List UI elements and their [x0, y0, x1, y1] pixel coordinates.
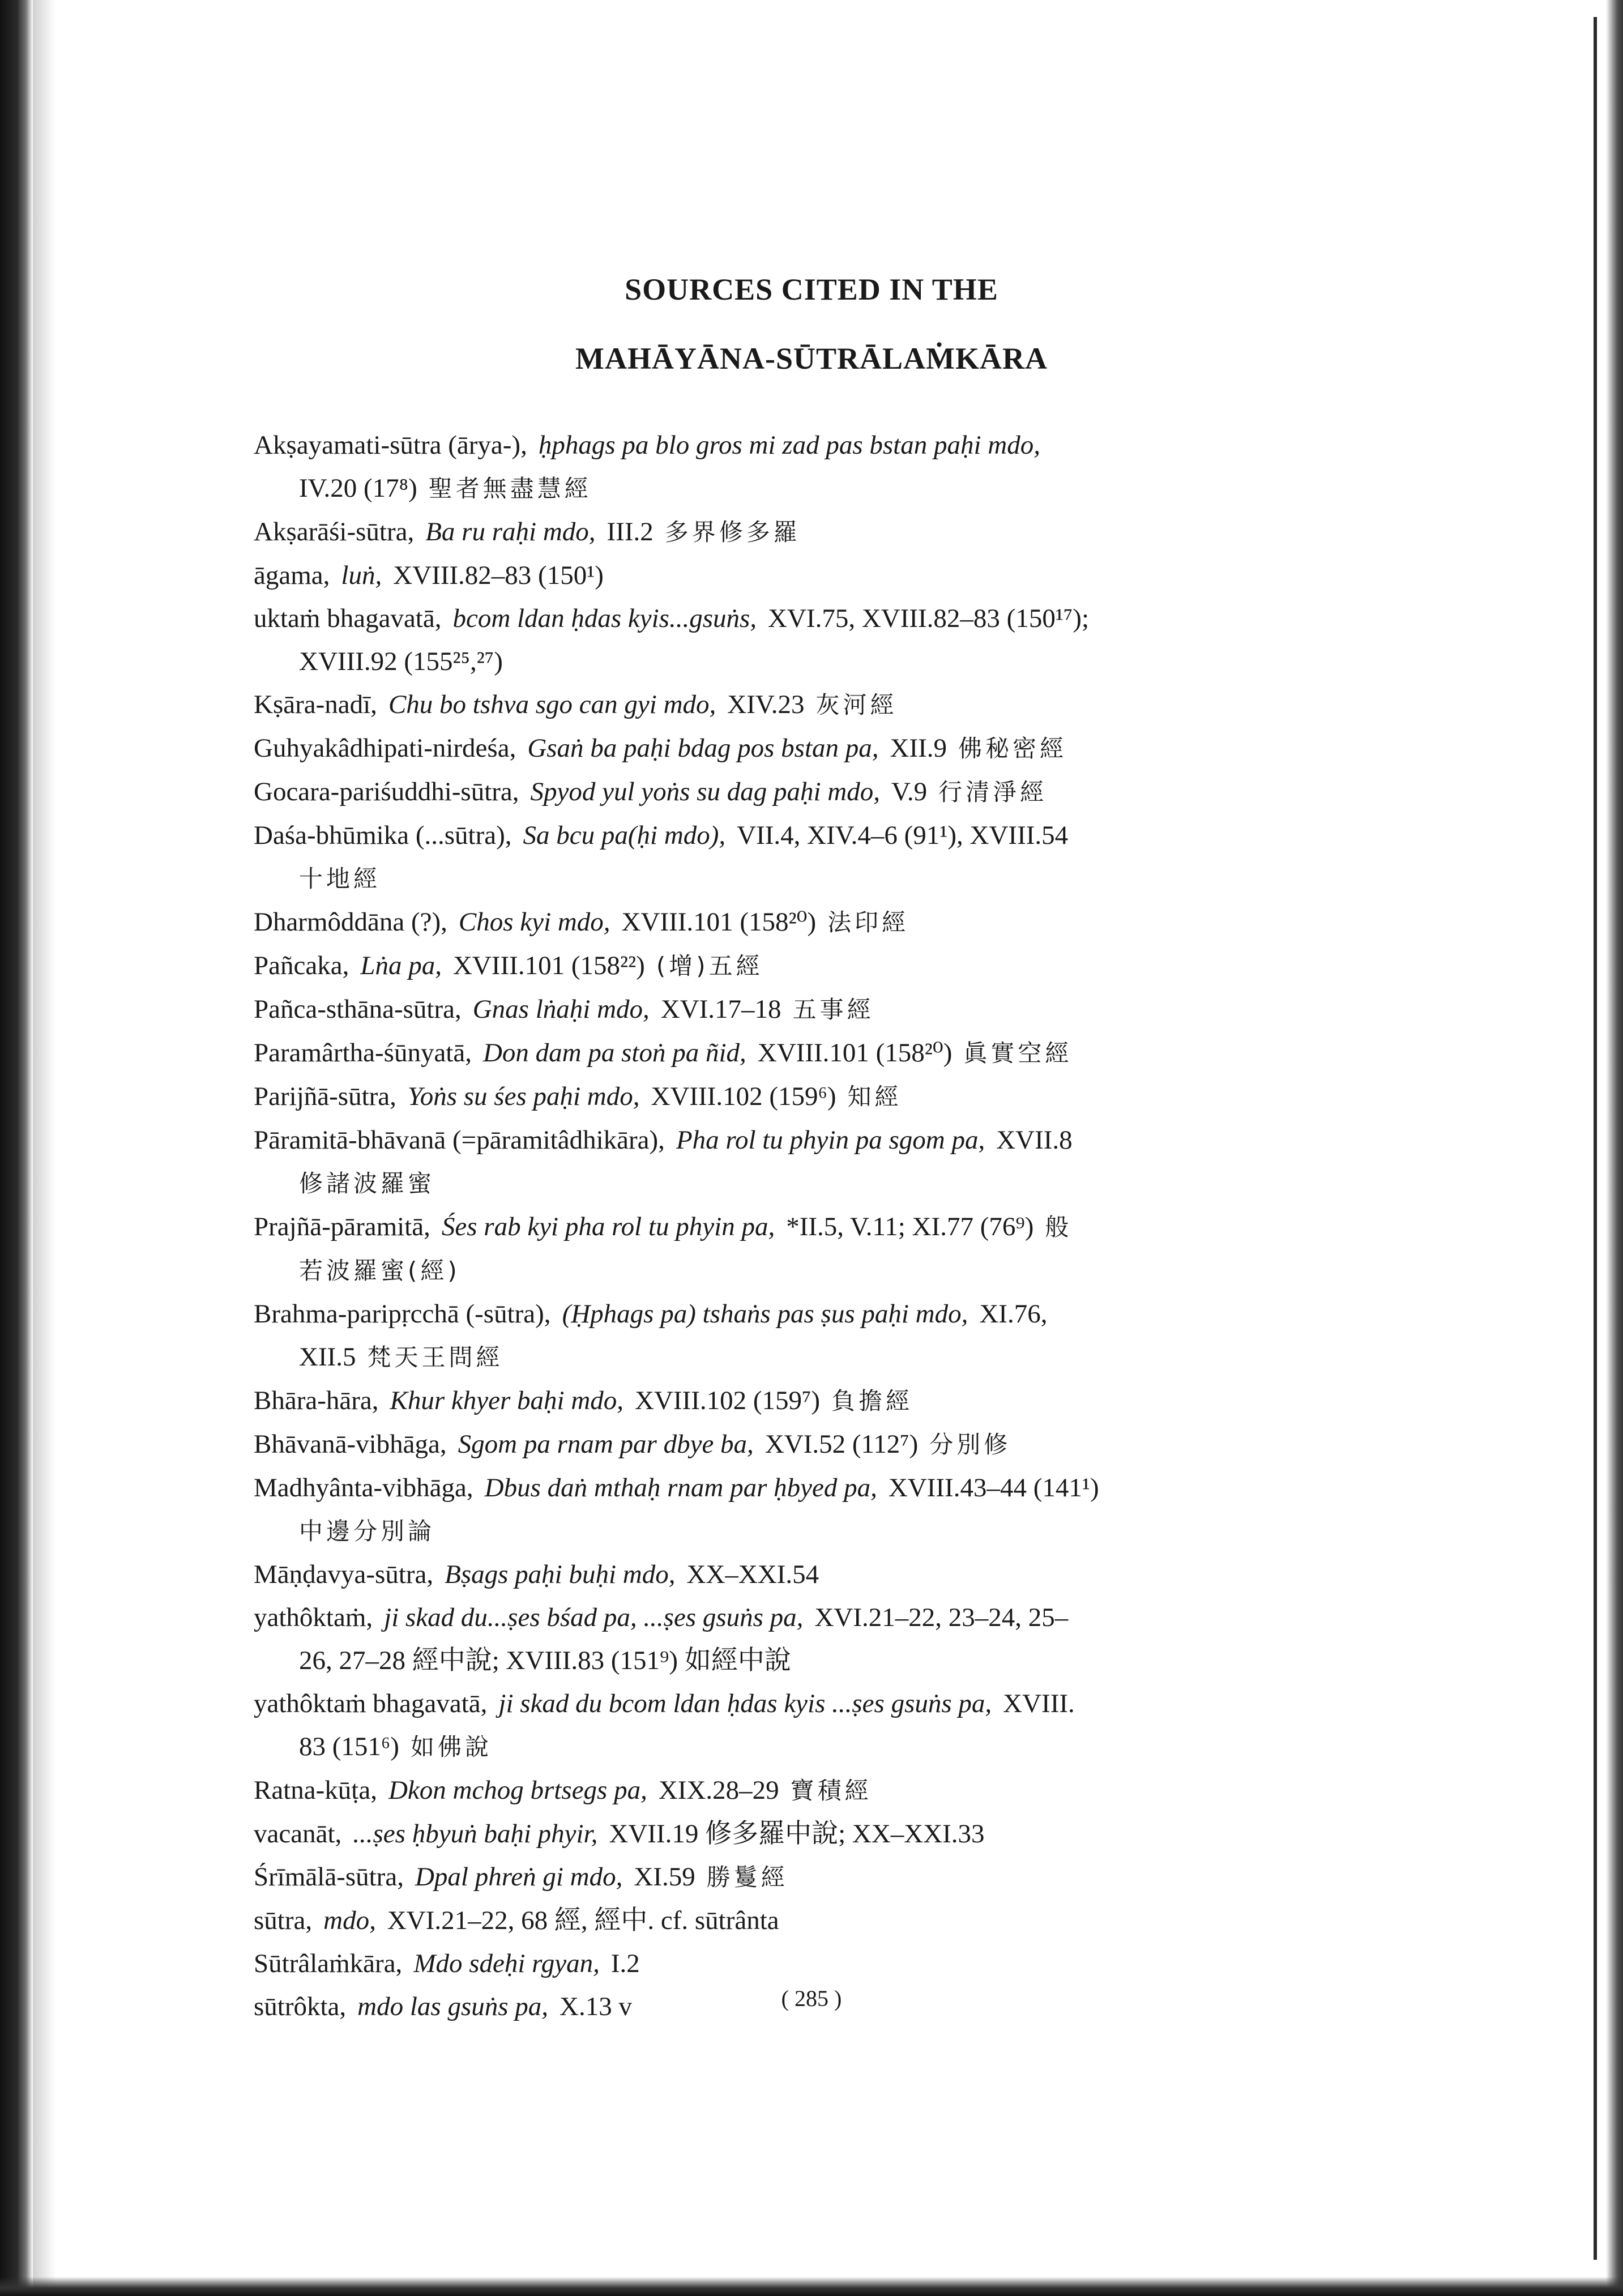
reference: XVIII.101 (158²²) [452, 951, 645, 980]
tibetan-title: ji skad du...ṣes bśad pa, ...ṣes gsuṅs pa, [384, 1603, 804, 1632]
source-entry [254, 424, 1386, 467]
source-term: Dharmôddāna (?), [254, 907, 447, 937]
tibetan-title: Dpal phreṅ gi mdo, [415, 1862, 623, 1892]
tibetan-title: Sgom pa rnam par dbye ba, [458, 1429, 754, 1459]
chinese-title: 眞實空經 [963, 1039, 1073, 1067]
source-entry [254, 554, 1386, 597]
tibetan-title: Gsaṅ ba paḥi bdag pos bstan pa, [527, 733, 879, 763]
source-term: Akṣayamati-sūtra (ārya-), [254, 430, 527, 460]
source-entry [254, 1466, 1386, 1509]
chinese-title: 十地經 [299, 865, 381, 893]
reference: XVI.21–22, 23–24, 25– [814, 1603, 1069, 1632]
reference: XVIII. [1003, 1689, 1075, 1718]
source-term: Parijñā-sūtra, [254, 1082, 396, 1111]
reference: *II.5, V.11; XI.77 (76⁹) [786, 1212, 1034, 1241]
tibetan-title: Gnas lṅaḥi mdo, [472, 995, 650, 1024]
reference: 83 (151⁶) [299, 1732, 399, 1761]
reference: XVIII.101 (158²⁰) [621, 907, 817, 937]
tibetan-title: Bṣags paḥi buḥi mdo, [445, 1560, 676, 1589]
tibetan-title: Don dam pa stoṅ pa ñid, [482, 1038, 746, 1068]
tibetan-title: Dkon mchog brtsegs pa, [388, 1776, 647, 1805]
page-subtitle: MAHĀYĀNA-SŪTRĀLAṀKĀRA [575, 342, 1048, 375]
tibetan-title: Yoṅs su śes paḥi mdo, [407, 1082, 640, 1111]
reference: XVIII.101 (158²⁰) [757, 1038, 953, 1068]
tibetan-title: luṅ, [341, 561, 382, 590]
reference: XVII.8 [996, 1125, 1073, 1155]
tibetan-title: Sa bcu pa(ḥi mdo), [523, 821, 726, 850]
tibetan-title: Śes rab kyi pha rol tu phyin pa, [441, 1212, 775, 1241]
reference: XVIII.43–44 (141¹) [888, 1473, 1099, 1503]
chinese-title: 行清淨經 [938, 778, 1048, 806]
tibetan-title: Lṅa pa, [360, 951, 442, 980]
reference: XVI.52 (112⁷) [764, 1429, 919, 1459]
tibetan-title: (Ḥphags pa) tshaṅs pas ṣus paḥi mdo, [562, 1299, 968, 1329]
source-term: Kṣāra-nadī, [254, 690, 377, 719]
source-entry [254, 988, 1386, 1031]
scan-edge-bottom [0, 2277, 1623, 2296]
source-term: Śrīmālā-sūtra, [254, 1862, 404, 1892]
source-term: Gocara-pariśuddhi-sūtra, [254, 777, 519, 806]
tibetan-title: ḥphags pa blo gros mi zad pas bstan paḥi mdo, [538, 430, 1040, 460]
chinese-title: (增)五經 [656, 952, 763, 980]
source-term: vacanāt, [254, 1819, 342, 1849]
source-entry-continuation [254, 1162, 1386, 1205]
chinese-title: 若波羅蜜(經) [299, 1257, 460, 1284]
source-term: Akṣarāśi-sūtra, [254, 517, 415, 547]
source-entry [254, 1119, 1386, 1162]
reference: VII.4, XIV.4–6 (91¹), XVIII.54 [737, 821, 1069, 850]
tibetan-title: Dbus daṅ mthaḥ rnam par ḥbyed pa, [484, 1473, 877, 1503]
page-title: SOURCES CITED IN THE [625, 272, 998, 306]
reference: XVI.75, XVIII.82–83 (150¹⁷); [768, 604, 1090, 633]
source-entry [254, 770, 1386, 814]
chinese-title: 多界修多羅 [664, 518, 801, 546]
reference: I.2 [610, 1949, 640, 1978]
reference: V.9 [891, 777, 928, 806]
source-term: sūtrôkta, [254, 1992, 347, 2021]
tibetan-title: Chu bo tshva sgo can gyi mdo, [388, 690, 716, 719]
reference: XVI.21–22, 68 經, 經中. cf. sūtrânta [387, 1906, 779, 1935]
chinese-title: 負擔經 [831, 1387, 913, 1415]
reference: 26, 27–28 經中說; XVIII.83 (151⁹) 如經中說 [299, 1646, 791, 1675]
chinese-title: 如佛說 [410, 1733, 492, 1761]
source-term: Prajñā-pāramitā, [254, 1212, 430, 1241]
source-term: Ratna-kūṭa, [254, 1776, 377, 1805]
sources-list [254, 424, 1386, 2028]
tibetan-title: Spyod yul yoṅs su dag paḥi mdo, [530, 777, 880, 806]
reference: IV.20 (17⁸) [299, 473, 417, 503]
source-term: Bhāvanā-vibhāga, [254, 1429, 447, 1459]
chinese-title: 聖者無盡慧經 [428, 475, 592, 502]
source-entry [254, 597, 1386, 640]
source-entry-continuation [254, 1335, 1386, 1379]
source-entry [254, 1553, 1386, 1596]
source-term: Pañcaka, [254, 951, 349, 980]
chinese-title: 修諸波羅蜜 [299, 1170, 435, 1197]
source-entry [254, 814, 1386, 857]
source-entry [254, 944, 1386, 988]
chinese-title: 梵天王問經 [367, 1343, 503, 1371]
tibetan-title: bcom ldan ḥdas kyis...gsuṅs, [452, 604, 757, 633]
source-term: Sūtrâlaṁkāra, [254, 1949, 403, 1978]
chinese-title: 寶積經 [790, 1777, 872, 1804]
tibetan-title: ...ṣes ḥbyuṅ baḥi phyir, [353, 1819, 598, 1849]
source-term: uktaṁ bhagavatā, [254, 604, 442, 633]
source-term: Pāramitā-bhāvanā (=pāramitâdhikāra), [254, 1125, 665, 1155]
reference: XVIII.102 (159⁶) [651, 1082, 836, 1111]
tibetan-title: Chos kyi mdo, [458, 907, 610, 937]
reference: XVIII.82–83 (150¹) [393, 561, 604, 590]
source-term: Guhyakâdhipati-nirdeśa, [254, 733, 516, 763]
source-entry [254, 1205, 1386, 1249]
chinese-title: 般 [1045, 1213, 1073, 1241]
tibetan-title: Khur khyer baḥi mdo, [390, 1386, 624, 1415]
tibetan-title: Pha rol tu phyin pa sgom pa, [676, 1125, 985, 1155]
chinese-title: 分別修 [929, 1431, 1011, 1458]
reference: XVIII.92 (155²⁵,²⁷) [299, 647, 503, 676]
chinese-title: 灰河經 [815, 691, 898, 719]
reference: XI.59 [634, 1862, 695, 1892]
source-entry [254, 1769, 1386, 1812]
chinese-title: 佛秘密經 [958, 735, 1067, 762]
reference: XVIII.102 (159⁷) [635, 1386, 821, 1415]
reference: XIX.28–29 [658, 1776, 779, 1805]
source-entry [254, 727, 1386, 770]
chinese-title: 勝鬘經 [706, 1863, 788, 1891]
source-entry-continuation [254, 467, 1386, 510]
source-entry [254, 1596, 1386, 1639]
reference: X.13 v [559, 1992, 632, 2021]
source-entry-continuation [254, 640, 1386, 683]
source-entry [254, 1812, 1386, 1855]
source-entry [254, 1855, 1386, 1899]
source-entry [254, 1075, 1386, 1119]
source-entry [254, 1423, 1386, 1466]
source-term: Daśa-bhūmika (...sūtra), [254, 821, 512, 850]
source-term: Pañca-sthāna-sūtra, [254, 995, 462, 1024]
tibetan-title: Mdo sdeḥi rgyan, [413, 1949, 600, 1978]
source-entry-continuation [254, 1509, 1386, 1553]
source-entry [254, 683, 1386, 727]
source-term: yathôktaṁ bhagavatā, [254, 1689, 488, 1718]
reference: XI.76, [979, 1299, 1048, 1329]
tibetan-title: Ba ru raḥi mdo, [425, 517, 596, 547]
tibetan-title: ji skad du bcom ldan ḥdas kyis ...ṣes gsuṅs pa, [498, 1689, 992, 1718]
source-term: yathôktaṁ, [254, 1603, 373, 1632]
chinese-title: 中邊分別論 [299, 1517, 435, 1545]
source-entry [254, 901, 1386, 944]
source-term: Paramârtha-śūnyatā, [254, 1038, 472, 1068]
source-entry [254, 1031, 1386, 1075]
source-entry-continuation [254, 857, 1386, 901]
source-entry [254, 1942, 1386, 1985]
source-term: Māṇḍavya-sūtra, [254, 1560, 434, 1589]
reference: XX–XXI.54 [686, 1560, 819, 1589]
source-entry-continuation [254, 1639, 1386, 1682]
reference: XII.9 [890, 733, 947, 763]
source-term: sūtra, [254, 1906, 313, 1935]
chinese-title: 法印經 [827, 908, 909, 936]
reference: XVII.19 修多羅中說; XX–XXI.33 [609, 1819, 985, 1849]
source-entry [254, 1682, 1386, 1725]
source-entry [254, 510, 1386, 554]
source-term: Madhyânta-vibhāga, [254, 1473, 473, 1503]
source-entry-continuation [254, 1725, 1386, 1769]
source-term: Brahma-paripṛcchā (-sūtra), [254, 1299, 551, 1329]
tibetan-title: mdo las gsuṅs pa, [357, 1992, 549, 2021]
source-entry [254, 1899, 1386, 1942]
source-term: Bhāra-hāra, [254, 1386, 379, 1415]
tibetan-title: mdo, [323, 1906, 376, 1935]
reference: XII.5 [299, 1342, 356, 1372]
chinese-title: 五事經 [792, 996, 874, 1023]
source-entry [254, 1292, 1386, 1335]
page-number: ( 285 ) [781, 1986, 842, 2011]
source-entry [254, 1379, 1386, 1423]
source-term: āgama, [254, 561, 330, 590]
reference: XVI.17–18 [660, 995, 781, 1024]
reference: XIV.23 [727, 690, 805, 719]
chinese-title: 知經 [847, 1083, 902, 1111]
source-entry-continuation [254, 1249, 1386, 1292]
reference: III.2 [607, 517, 654, 547]
